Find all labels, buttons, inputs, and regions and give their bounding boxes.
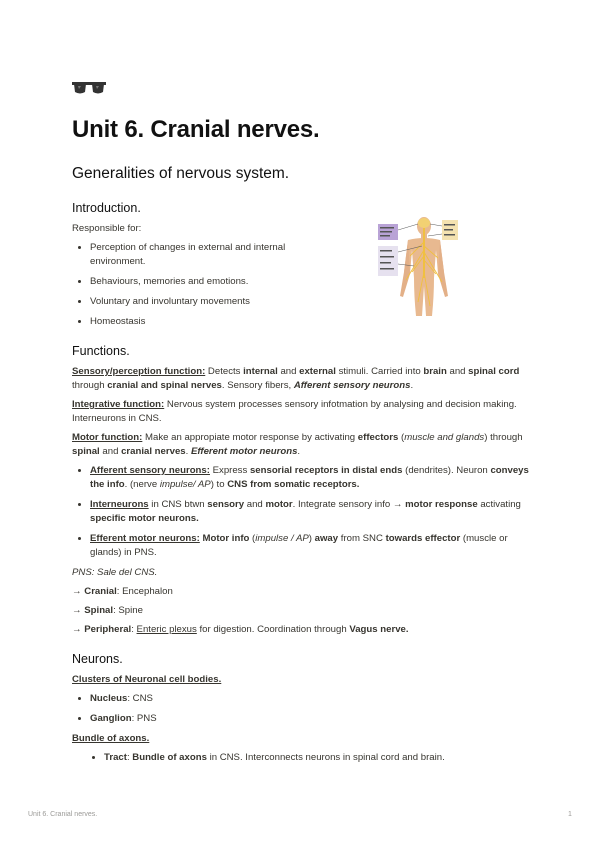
neuron-types-list [72,464,532,560]
footer-title: Unit 6. Cranial nerves. [28,811,98,818]
functions-heading: Functions. [72,344,130,358]
introduction-section [72,200,532,329]
list-item: • Efferent motor neurons: Motor info (impulse / AP) away from SNC towards effector (muscle or glands) in PNS. [90,532,532,560]
integrative-function-paragraph: Integrative function: Nervous system processes sensory infotmation by analysing and decision making. Interneurons in CNS. [72,399,517,424]
introduction-lead: Responsible for: [72,223,142,234]
document-page [72,80,532,771]
cranial-line: → Cranial: Encephalon [72,586,173,597]
bundle-list [72,751,532,765]
page-number: 1 [568,811,572,818]
list-item: • Homeostasis [90,315,290,329]
sensory-function-paragraph: Sensory/perception function: Detects internal and external stimuli. Carried into brain and spinal cord through cranial and spinal nerves. Sensory fibers, Afferent sensory neurons. [72,366,520,391]
list-item: • Tract: Bundle of axons in CNS. Interconnects neurons in spinal cord and brain. [104,751,532,765]
introduction-list [72,241,290,329]
sunglasses-icon [72,80,532,102]
nervous-system-anatomy-figure [378,216,462,316]
clusters-heading: Clusters of Neuronal cell bodies. [72,674,222,685]
section-heading: Generalities of nervous system. [72,165,290,182]
pns-note: PNS: Sale del CNS. [72,567,158,578]
spinal-line: → Spinal: Spine [72,605,143,616]
page-title: Unit 6. Cranial nerves. [72,116,320,143]
clusters-list [72,692,532,726]
bundle-heading: Bundle of axons. [72,733,150,744]
motor-function-paragraph: Motor function: Make an appropiate motor response by activating effectors (muscle and glands) through spinal and cranial nerves. Efferent motor neurons. [72,432,523,457]
list-item: • Interneurons in CNS btwn sensory and motor. Integrate sensory info → motor response activating specific motor neurons. [90,498,532,526]
peripheral-line: → Peripheral: Enteric plexus for digestion. Coordination through Vagus nerve. [72,624,409,635]
list-item: • Perception of changes in external and internal environment. [90,241,290,269]
list-item: • Voluntary and involuntary movements [90,295,290,309]
list-item: • Ganglion: PNS [90,712,532,726]
list-item: • Behaviours, memories and emotions. [90,275,290,289]
list-item: • Afferent sensory neurons: Express sensorial receptors in distal ends (dendrites). Neuron conveys the info. (nerve impulse/ AP) to CNS from somatic receptors. [90,464,532,492]
neurons-heading: Neurons. [72,652,123,666]
list-item: • Nucleus: CNS [90,692,532,706]
introduction-heading: Introduction. [72,201,141,215]
